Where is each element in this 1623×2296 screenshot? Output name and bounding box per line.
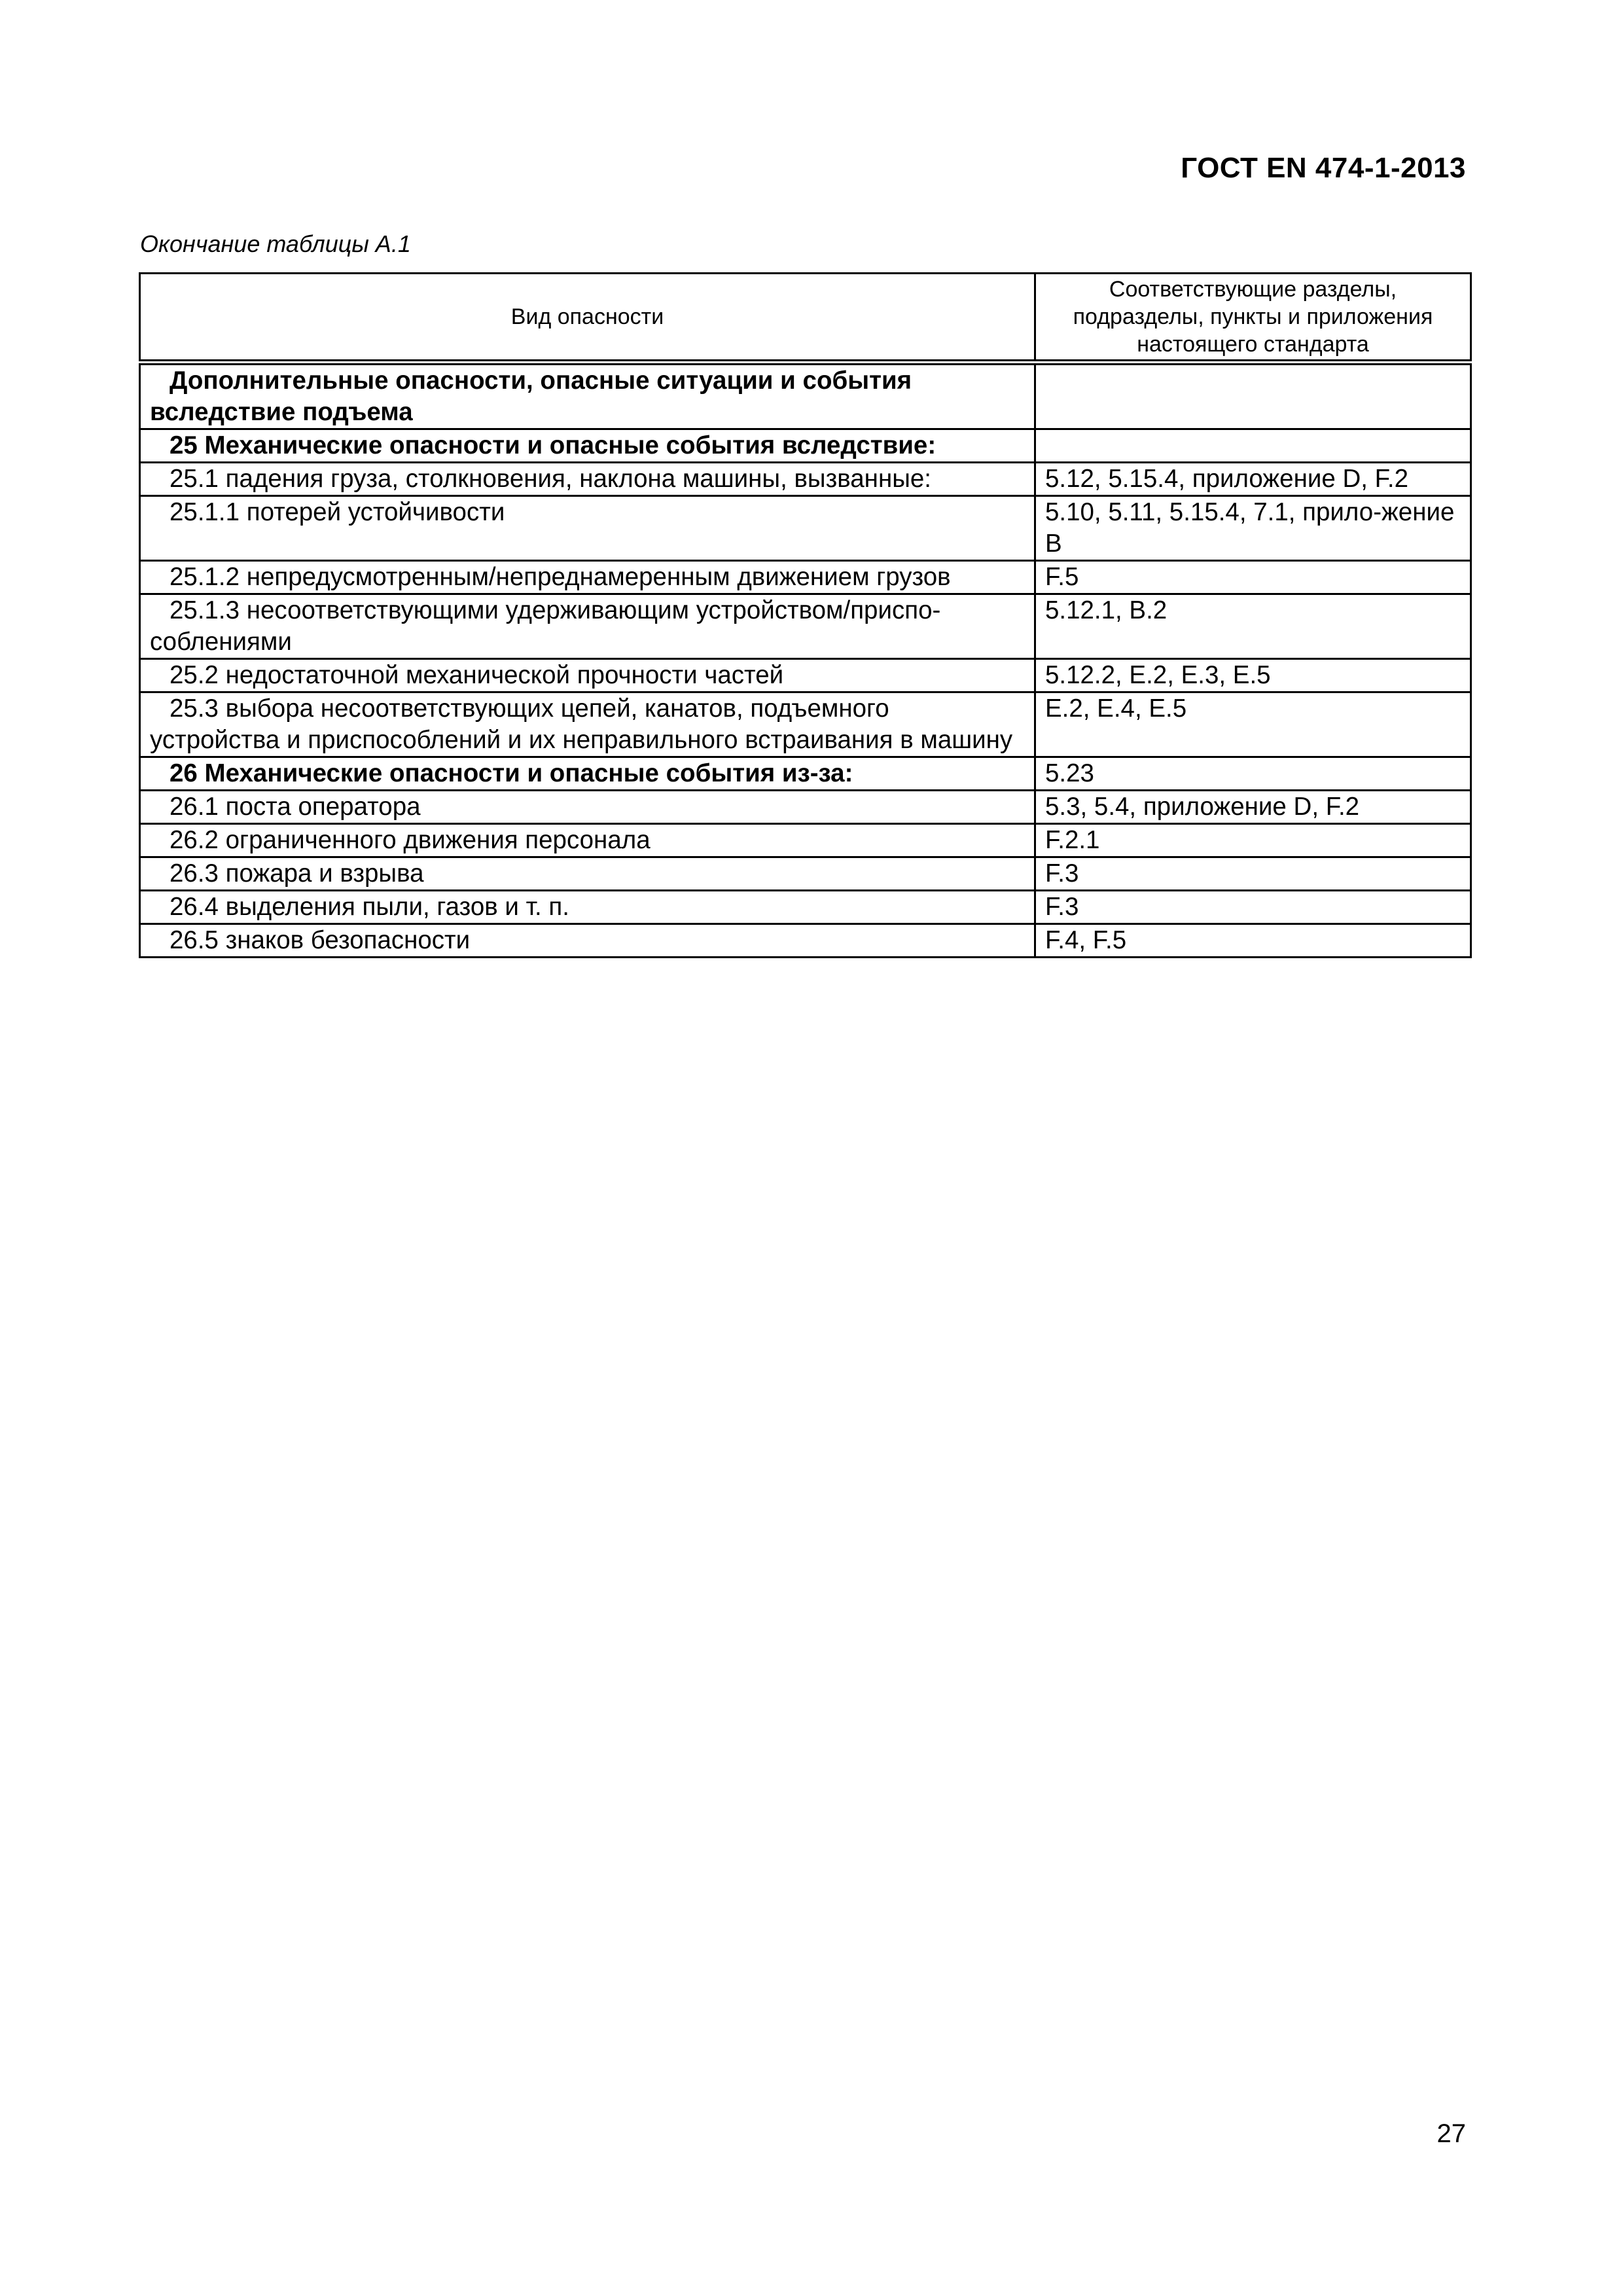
hazard-cell: 26.1 поста оператора xyxy=(140,791,1035,824)
references-cell: 5.10, 5.11, 5.15.4, 7.1, прило-жение В xyxy=(1035,496,1471,561)
hazards-table xyxy=(139,272,1472,958)
table-row xyxy=(140,429,1471,463)
header-hazard-type: Вид опасности xyxy=(140,274,1035,363)
hazard-cell: 25.2 недостаточной механической прочности частей xyxy=(140,659,1035,692)
hazard-cell: 26.5 знаков безопасности xyxy=(140,924,1035,958)
table-row xyxy=(140,857,1471,891)
references-cell: 5.23 xyxy=(1035,757,1471,791)
table-row xyxy=(140,791,1471,824)
hazard-cell: 25.1.2 непредусмотренным/непреднамеренным движением грузов xyxy=(140,561,1035,594)
page-number: 27 xyxy=(1436,2119,1466,2148)
table-caption: Окончание таблицы А.1 xyxy=(140,230,411,257)
table-header-row xyxy=(140,274,1471,363)
references-cell xyxy=(1035,429,1471,463)
table-row xyxy=(140,891,1471,924)
hazard-cell: 25 Механические опасности и опасные события вследствие: xyxy=(140,429,1035,463)
references-cell: F.3 xyxy=(1035,857,1471,891)
hazard-cell: 26.4 выделения пыли, газов и т. п. xyxy=(140,891,1035,924)
hazard-cell: 25.1 падения груза, столкновения, наклона машины, вызванные: xyxy=(140,463,1035,496)
hazard-cell: 25.3 выбора несоответствующих цепей, канатов, подъемного устройства и приспособлений и их неправильного встраивания в машину xyxy=(140,692,1035,757)
hazard-cell: 26 Механические опасности и опасные события из-за: xyxy=(140,757,1035,791)
header-references: Соответствующие разделы, подразделы, пункты и приложения настоящего стандарта xyxy=(1035,274,1471,363)
table-row xyxy=(140,363,1471,429)
references-cell xyxy=(1035,363,1471,429)
document-code: ГОСТ EN 474-1-2013 xyxy=(1181,152,1466,184)
table-row xyxy=(140,659,1471,692)
table-body xyxy=(140,363,1471,958)
references-cell: F.4, F.5 xyxy=(1035,924,1471,958)
references-cell: F.2.1 xyxy=(1035,824,1471,857)
hazard-cell: 25.1.1 потерей устойчивости xyxy=(140,496,1035,561)
table-row xyxy=(140,496,1471,561)
table-row xyxy=(140,924,1471,958)
table-row xyxy=(140,692,1471,757)
references-cell: 5.12.1, В.2 xyxy=(1035,594,1471,659)
hazard-cell: Дополнительные опасности, опасные ситуации и события вследствие подъема xyxy=(140,363,1035,429)
hazard-cell: 26.3 пожара и взрыва xyxy=(140,857,1035,891)
references-cell: E.2, E.4, E.5 xyxy=(1035,692,1471,757)
references-cell: 5.3, 5.4, приложение D, F.2 xyxy=(1035,791,1471,824)
table-row xyxy=(140,757,1471,791)
table-row xyxy=(140,824,1471,857)
references-cell: 5.12.2, E.2, E.3, E.5 xyxy=(1035,659,1471,692)
table-row xyxy=(140,463,1471,496)
references-cell: F.5 xyxy=(1035,561,1471,594)
references-cell: 5.12, 5.15.4, приложение D, F.2 xyxy=(1035,463,1471,496)
hazard-cell: 25.1.3 несоответствующими удерживающим устройством/приспо-соблениями xyxy=(140,594,1035,659)
table-row xyxy=(140,594,1471,659)
references-cell: F.3 xyxy=(1035,891,1471,924)
table-row xyxy=(140,561,1471,594)
hazard-cell: 26.2 ограниченного движения персонала xyxy=(140,824,1035,857)
